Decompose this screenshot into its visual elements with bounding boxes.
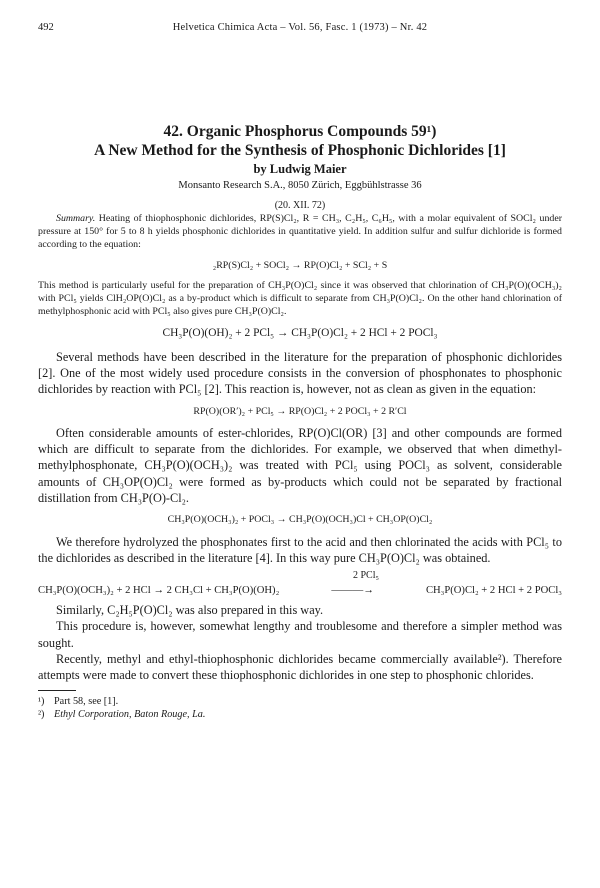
footnote-2-mark: ²) (38, 709, 45, 721)
summary-paragraph-2: This method is particularly useful for the preparation of CH₃P(O)Cl₂ since it was observed that chlorination of CH₃P(O)(OCH₃)₂ with PCl₅ yields ClH₂OP(O)Cl₂ as a by-product which is difficult to separate from CH₃P(O)Cl₂. On the other hand chlorination of methylphosphonic acid with PCl₅ also gives pure CH₃P(O)Cl₂. (38, 279, 562, 318)
summary-equation-2: CH₃P(O)(OH)₂ + 2 PCl₅ → CH₃P(O)Cl₂ + 2 HCl + 2 POCl₃ (162, 327, 438, 340)
title-block (30, 122, 570, 213)
received-date: (20. XII. 72) (274, 200, 326, 211)
paragraph-1: Several methods have been described in the literature for the preparation of phosphonic dichlorides [2]. One of the most widely used procedure consists in the conversion of phosphonates to phosphonic dichlorides by reaction with PCl₅ [2]. This reaction is, however, not as clean as given in the equation: (38, 349, 562, 397)
article-title-number: 42. Organic Phosphorus Compounds 59¹) (163, 123, 437, 140)
footnote-2 (38, 708, 562, 722)
running-head (38, 22, 562, 38)
equation-5 (38, 585, 562, 596)
footnote-1-text: Part 58, see [1]. (54, 695, 119, 707)
paragraph-5: This procedure is, however, somewhat lengthy and troublesome and therefore a simpler method was sought. (38, 619, 562, 650)
paragraph-3: We therefore hydrolyzed the phosphonates first to the acid and then chlorinated the acids with PCl₅ to the dichlorides as described in the literature [4]. In this way pure CH₃P(O)Cl₂ was obtained. (38, 534, 562, 565)
paragraph-2: Often considerable amounts of ester-chlorides, RP(O)Cl(OR) [3] and other compounds are formed which are difficult to separate from the dichlorides. For example, we observed that when dimethyl-methylphosphonate, CH₃P(O)(OCH₃)₂ was treated with PCl₅ using POCl₃ as solvent, considerable amounts of CH₃OP(O)Cl₂ were formed as by-products which could not be separated by fractional distillation from CH₃P(O)-Cl₂. (38, 425, 562, 505)
footnote-rule (38, 690, 76, 691)
paragraph-6: Recently, methyl and ethyl-thiophosphonic dichlorides became commercially available²). Therefore attempts were made to convert these thiophosphonic dichlorides in one step to phosphonic chlorides. (38, 651, 562, 683)
footnote-1 (38, 695, 562, 709)
equation-3: RP(O)(OR′)₂ + PCl₅ → RP(O)Cl₂ + 2 POCl₃ + 2 R′Cl (193, 405, 407, 417)
equation-5-reagent: 2 PCl₅ (353, 570, 379, 582)
summary-equation-1: ₂RP(S)Cl₂ + SOCl₂ → RP(O)Cl₂ + SCl₂ + S (212, 259, 388, 271)
summary-label: Summary. (56, 213, 96, 224)
summary-paragraph (38, 212, 562, 252)
equation-5-arrow: ———→ (331, 585, 374, 597)
equation-5-left: CH₃P(O)(OCH₃)₂ + 2 HCl → 2 CH₃Cl + CH₃P(O)(OH)₂ (38, 585, 280, 597)
equation-5-right: CH₃P(O)Cl₂ + 2 HCl + 2 POCl₃ (425, 585, 562, 597)
paragraph-4: Similarly, C₂H₅P(O)Cl₂ was also prepared in this way. (56, 603, 324, 618)
summary-text: Heating of thiophosphonic dichlorides, RP(S)Cl₂, R = CH₃, C₂H₅, C₆H₅, with a molar equivalent of SOCl₂ under pressure at 150° for 5 to 8 h yields phosphonic dichlorides in quantitative yield. In addition sulfur and sulfur dichloride is formed according to the equation: (38, 213, 562, 251)
footnote-2-text: Ethyl Corporation, Baton Rouge, La. (54, 709, 206, 721)
article-title: A New Method for the Synthesis of Phosphonic Dichlorides [1] (94, 142, 506, 159)
footnote-1-mark: ¹) (38, 695, 45, 707)
equation-4: CH₃P(O)(OCH₃)₂ + POCl₃ → CH₃P(O)(OCH₃)Cl + CH₃OP(O)Cl₂ (167, 514, 433, 526)
author-line: by Ludwig Maier (253, 162, 347, 176)
page-number: 492 (38, 22, 54, 33)
affiliation: Monsanto Research S.A., 8050 Zürich, Eggbühlstrasse 36 (178, 180, 422, 191)
article-body (38, 212, 562, 722)
journal-citation: Helvetica Chimica Acta – Vol. 56, Fasc. 1 (1973) – Nr. 42 (172, 22, 428, 33)
